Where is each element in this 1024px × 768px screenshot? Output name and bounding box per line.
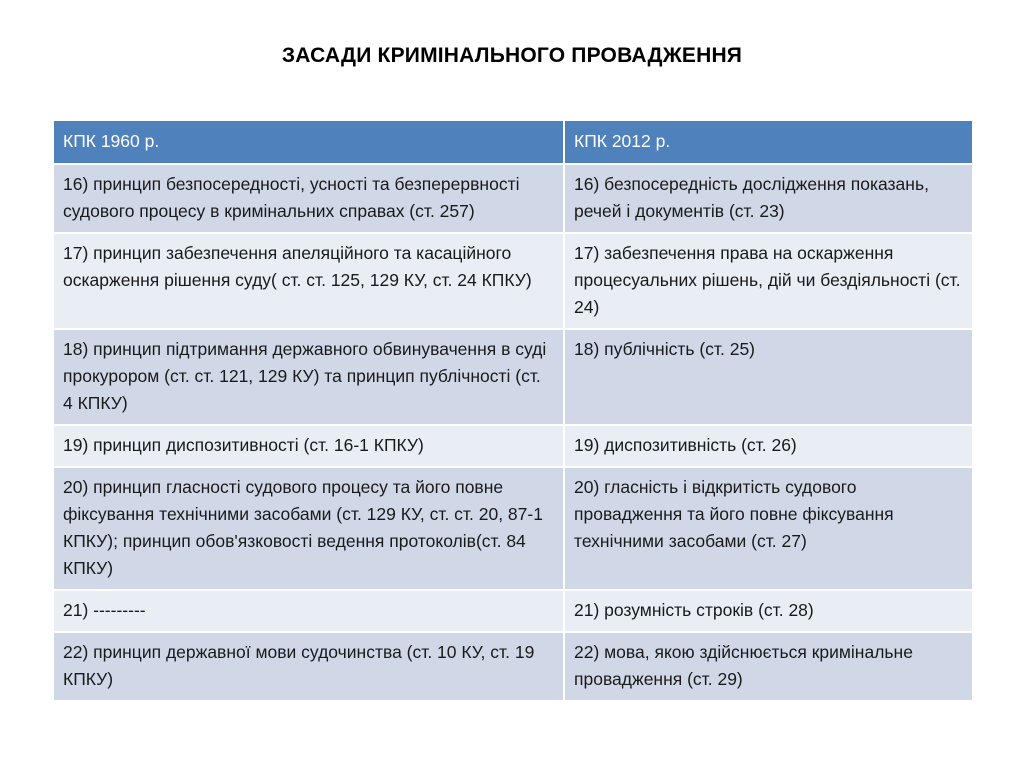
cell-kpk-1960: 21) ---------	[53, 590, 564, 632]
table-row	[53, 233, 973, 329]
cell-kpk-1960: 17) принцип забезпечення апеляційного та касаційного оскарження рішення суду( ст. ст. 125, 129 КУ, ст. 24 КПКУ)	[53, 233, 564, 329]
table-row	[53, 632, 973, 701]
cell-kpk-1960: 19) принцип диспозитивності (ст. 16-1 КПКУ)	[53, 425, 564, 467]
table-row	[53, 590, 973, 632]
table-row	[53, 425, 973, 467]
cell-kpk-2012: 22) мова, якою здійснюється кримінальне провадження (ст. 29)	[564, 632, 973, 701]
cell-kpk-1960: 18) принцип підтримання державного обвинувачення в суді прокурором (ст. ст. 121, 129 КУ) та принцип публічності (ст. 4 КПКУ)	[53, 329, 564, 425]
cell-kpk-2012: 17) забезпечення права на оскарження процесуальних рішень, дій чи бездіяльності (ст. 24)	[564, 233, 973, 329]
cell-kpk-2012: 18) публічність (ст. 25)	[564, 329, 973, 425]
table-row	[53, 164, 973, 233]
header-kpk-2012: КПК 2012 р.	[564, 120, 973, 164]
cell-kpk-2012: 21) розумність строків (ст. 28)	[564, 590, 973, 632]
cell-kpk-2012: 16) безпосередність дослідження показань, речей і документів (ст. 23)	[564, 164, 973, 233]
table-row	[53, 329, 973, 425]
table-row	[53, 467, 973, 590]
header-kpk-1960: КПК 1960 р.	[53, 120, 564, 164]
cell-kpk-2012: 20) гласність і відкритість судового провадження та його повне фіксування технічними засобами (ст. 27)	[564, 467, 973, 590]
slide-title: ЗАСАДИ КРИМІНАЛЬНОГО ПРОВАДЖЕННЯ	[281, 44, 743, 67]
table-header-row	[53, 120, 973, 164]
cell-kpk-1960: 20) принцип гласності судового процесу та його повне фіксування технічними засобами (ст. 129 КУ, ст. ст. 20, 87-1 КПКУ); принцип обов'язковості ведення протоколів(ст. 84 КПКУ)	[53, 467, 564, 590]
cell-kpk-1960: 16) принцип безпосередності, усності та безперервності судового процесу в кримінальних справах (ст. 257)	[53, 164, 564, 233]
principles-comparison-table	[52, 119, 974, 702]
cell-kpk-1960: 22) принцип державної мови судочинства (ст. 10 КУ, ст. 19 КПКУ)	[53, 632, 564, 701]
cell-kpk-2012: 19) диспозитивність (ст. 26)	[564, 425, 973, 467]
